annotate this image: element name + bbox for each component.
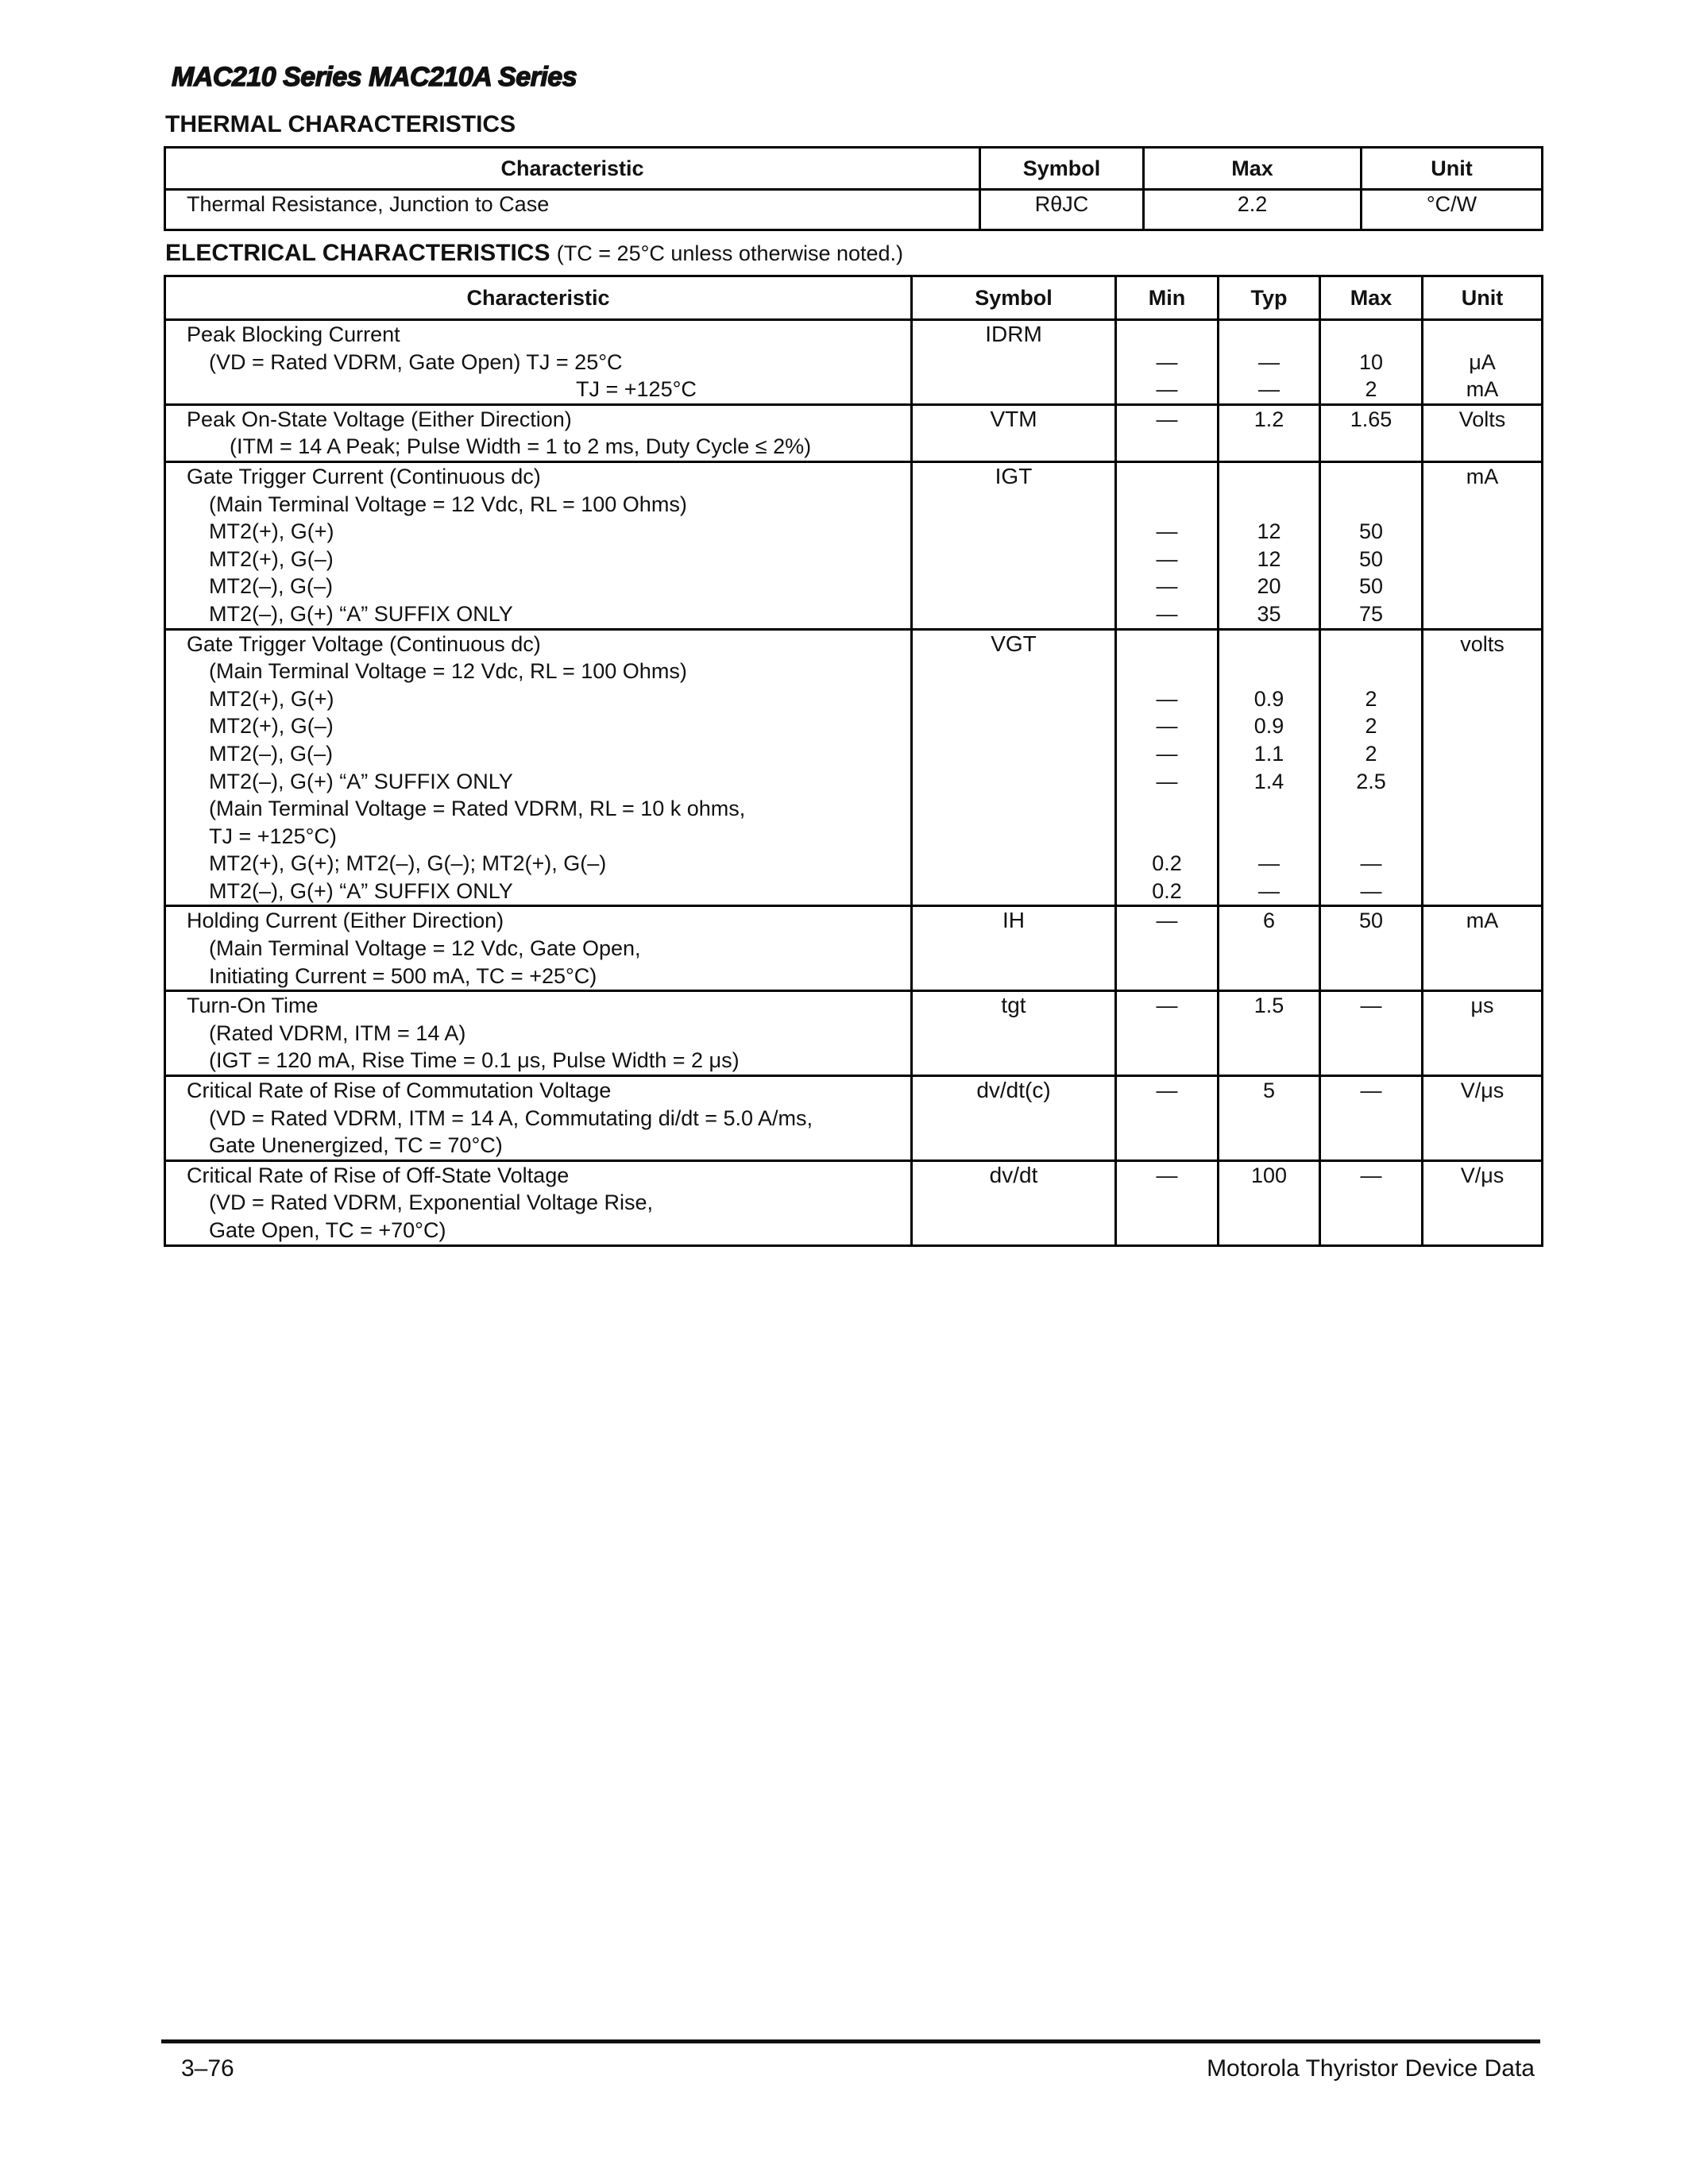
row-min: [1116, 991, 1219, 1076]
cell-line: Gate Trigger Current (Continuous dc): [187, 464, 541, 488]
electrical-rows: [165, 320, 1543, 1246]
thermal-header-row: [165, 148, 1543, 190]
electrical-note: (TC = 25°C unless otherwise noted.): [556, 241, 904, 265]
cell-line: [1321, 631, 1421, 658]
row-typ: [1219, 461, 1320, 629]
cell-line: —: [1258, 878, 1280, 903]
cell-line: mA: [1466, 377, 1499, 402]
row-characteristic: [165, 1160, 912, 1245]
row-characteristic: [165, 629, 912, 906]
row-min: [1116, 320, 1219, 405]
cell-line: (Main Terminal Voltage = 12 Vdc, RL = 100 Ohms): [209, 492, 687, 516]
cell-line: —: [1360, 878, 1382, 903]
cell-line: V/μs: [1460, 1078, 1505, 1103]
thermal-table: [164, 146, 1543, 231]
cell-line: —: [1156, 769, 1178, 793]
cell-line: [1219, 658, 1319, 685]
header-typ: Typ: [1219, 276, 1320, 320]
cell-line: Holding Current (Either Direction): [187, 909, 504, 933]
cell-line: (ITM = 14 A Peak; Pulse Width = 1 to 2 ms, Duty Cycle ≤ 2%): [230, 434, 812, 459]
electrical-table: [164, 275, 1543, 1247]
cell-line: 5: [1262, 1078, 1276, 1103]
cell-line: [1219, 631, 1319, 658]
electrical-section-title: [165, 240, 903, 267]
cell-line: —: [1360, 851, 1382, 876]
table-row: [165, 1160, 1543, 1245]
cell-line: [1117, 795, 1217, 823]
cell-line: [1321, 795, 1421, 823]
row-typ: [1219, 404, 1320, 461]
row-min: [1116, 1076, 1219, 1161]
cell-line: —: [1156, 741, 1178, 766]
cell-line: TJ = +125°C: [576, 377, 697, 402]
cell-line: MT2(+), G(–): [209, 714, 334, 739]
header-max: Max: [1320, 276, 1423, 320]
thermal-section-title: THERMAL CHARACTERISTICS: [165, 111, 516, 137]
table-row: [165, 190, 1543, 230]
cell-line: MT2(–), G(–): [209, 574, 334, 599]
electrical-title: ELECTRICAL CHARACTERISTICS: [165, 240, 550, 266]
cell-line: Gate Unenergized, TC = 70°C): [209, 1133, 503, 1158]
row-typ: [1219, 1076, 1320, 1161]
row-unit: °C/W: [1362, 190, 1543, 230]
cell-line: —: [1258, 851, 1280, 876]
cell-line: [1117, 491, 1217, 519]
cell-line: MT2(–), G(–): [209, 741, 334, 766]
cell-line: 0.2: [1152, 878, 1182, 903]
cell-line: —: [1156, 349, 1178, 374]
cell-line: (Main Terminal Voltage = Rated VDRM, RL = 10 k ohms,: [209, 797, 746, 821]
cell-line: [1321, 491, 1421, 519]
cell-line: [1219, 491, 1319, 519]
cell-line: (VD = Rated VDRM, ITM = 14 A, Commutating di/dt = 5.0 A/ms,: [209, 1106, 813, 1130]
row-min: [1116, 906, 1219, 991]
cell-line: 50: [1358, 909, 1384, 933]
row-unit: [1423, 991, 1543, 1076]
row-max: [1320, 1076, 1423, 1161]
table-row: [165, 404, 1543, 461]
cell-line: —: [1156, 686, 1178, 711]
cell-line: (VD = Rated VDRM, Gate Open) TJ = 25°C: [209, 349, 623, 374]
cell-line: 1.5: [1253, 994, 1284, 1018]
cell-line: (Rated VDRM, ITM = 14 A): [209, 1021, 466, 1045]
row-typ: [1219, 629, 1320, 906]
row-min: [1116, 629, 1219, 906]
cell-line: MT2(–), G(+) “A” SUFFIX ONLY: [209, 769, 513, 793]
table-row: [165, 906, 1543, 991]
cell-line: 2.5: [1356, 769, 1386, 793]
row-unit: [1423, 1076, 1543, 1161]
cell-line: μs: [1470, 994, 1494, 1018]
row-typ: [1219, 991, 1320, 1076]
cell-line: [1321, 823, 1421, 851]
cell-line: [1117, 658, 1217, 685]
cell-line: [1219, 463, 1319, 491]
row-characteristic: [165, 404, 912, 461]
cell-line: MT2(–), G(+) “A” SUFFIX ONLY: [209, 601, 513, 626]
cell-line: 1.2: [1253, 407, 1284, 431]
header-unit: Unit: [1362, 148, 1543, 190]
cell-line: dv/dt(c): [976, 1078, 1051, 1103]
cell-line: Gate Open, TC = +70°C): [209, 1218, 446, 1242]
footer-divider: [161, 2039, 1540, 2043]
cell-line: 20: [1257, 574, 1281, 599]
cell-line: 1.1: [1253, 741, 1284, 766]
cell-line: Peak Blocking Current: [187, 322, 400, 346]
row-characteristic: [165, 1076, 912, 1161]
cell-line: —: [1156, 574, 1178, 599]
cell-line: 1.4: [1253, 769, 1284, 793]
cell-line: MT2(+), G(+); MT2(–), G(–); MT2(+), G(–): [209, 851, 607, 876]
cell-line: —: [1156, 377, 1178, 402]
cell-line: (Main Terminal Voltage = 12 Vdc, RL = 100 Ohms): [209, 659, 687, 684]
cell-line: [1117, 631, 1217, 658]
cell-line: 2: [1365, 741, 1377, 766]
cell-line: [1117, 823, 1217, 851]
cell-line: [1321, 463, 1421, 491]
cell-line: 50: [1358, 546, 1384, 571]
cell-line: 100: [1250, 1163, 1288, 1187]
cell-line: IDRM: [985, 322, 1042, 346]
cell-line: IGT: [995, 463, 1033, 488]
cell-line: volts: [1460, 631, 1505, 656]
cell-line: —: [1360, 1163, 1382, 1187]
header-min: Min: [1116, 276, 1219, 320]
cell-line: [1219, 321, 1319, 349]
cell-line: mA: [1466, 909, 1499, 933]
page-number: 3–76: [181, 2055, 234, 2082]
table-row: [165, 991, 1543, 1076]
header-max: Max: [1144, 148, 1362, 190]
header-unit: Unit: [1423, 276, 1543, 320]
cell-line: 10: [1358, 349, 1384, 374]
row-unit: [1423, 629, 1543, 906]
cell-line: 12: [1257, 519, 1281, 544]
row-min: [1116, 461, 1219, 629]
cell-line: Peak On-State Voltage (Either Direction): [187, 407, 572, 431]
row-typ: [1219, 1160, 1320, 1245]
cell-line: (Main Terminal Voltage = 12 Vdc, Gate Open,: [209, 936, 641, 961]
cell-line: TJ = +125°C): [209, 824, 337, 848]
cell-line: 2: [1365, 377, 1377, 402]
cell-line: 0.9: [1253, 686, 1284, 711]
row-symbol: [912, 461, 1116, 629]
row-min: [1116, 404, 1219, 461]
row-max: [1320, 461, 1423, 629]
row-symbol: [912, 906, 1116, 991]
cell-line: [1219, 823, 1319, 851]
cell-line: 0.9: [1253, 714, 1284, 739]
row-unit: [1423, 404, 1543, 461]
row-symbol: [912, 629, 1116, 906]
cell-line: 2: [1365, 686, 1377, 711]
cell-line: Gate Trigger Voltage (Continuous dc): [187, 631, 541, 656]
header-characteristic: Characteristic: [165, 148, 980, 190]
cell-line: —: [1156, 519, 1178, 544]
row-unit: [1423, 1160, 1543, 1245]
cell-line: —: [1156, 546, 1178, 571]
cell-line: 50: [1358, 574, 1384, 599]
cell-line: [1423, 321, 1541, 349]
cell-line: Critical Rate of Rise of Commutation Voltage: [187, 1078, 612, 1103]
row-min: [1116, 1160, 1219, 1245]
row-unit: [1423, 461, 1543, 629]
row-characteristic: [165, 991, 912, 1076]
cell-line: 0.2: [1152, 851, 1182, 876]
cell-line: Volts: [1458, 407, 1506, 431]
cell-line: —: [1258, 349, 1280, 374]
cell-line: Turn-On Time: [187, 994, 319, 1018]
cell-line: —: [1156, 1163, 1178, 1187]
cell-line: (VD = Rated VDRM, Exponential Voltage Rise,: [209, 1190, 654, 1215]
cell-line: —: [1156, 1078, 1178, 1103]
row-max: 2.2: [1144, 190, 1362, 230]
cell-line: —: [1360, 1078, 1382, 1103]
cell-line: —: [1156, 909, 1178, 933]
row-max: [1320, 629, 1423, 906]
cell-line: [1117, 321, 1217, 349]
cell-line: —: [1156, 714, 1178, 739]
row-max: [1320, 404, 1423, 461]
cell-line: [1321, 321, 1421, 349]
cell-line: 75: [1358, 601, 1384, 626]
cell-line: VTM: [990, 406, 1037, 431]
cell-line: 6: [1262, 909, 1276, 933]
table-row: [165, 320, 1543, 405]
row-max: [1320, 1160, 1423, 1245]
table-row: [165, 629, 1543, 906]
cell-line: mA: [1466, 464, 1499, 488]
row-unit: [1423, 320, 1543, 405]
row-characteristic: [165, 461, 912, 629]
row-characteristic: [165, 320, 912, 405]
cell-line: dv/dt: [989, 1162, 1038, 1187]
cell-line: 50: [1358, 519, 1384, 544]
row-max: [1320, 991, 1423, 1076]
cell-line: —: [1258, 377, 1280, 402]
row-max: [1320, 906, 1423, 991]
cell-line: 35: [1257, 601, 1281, 626]
row-symbol: RθJC: [980, 190, 1144, 230]
cell-line: MT2(+), G(+): [209, 519, 334, 544]
row-symbol: [912, 991, 1116, 1076]
cell-line: [1117, 463, 1217, 491]
cell-line: MT2(+), G(+): [209, 686, 334, 711]
cell-line: —: [1156, 994, 1178, 1018]
row-unit: [1423, 906, 1543, 991]
cell-line: 12: [1257, 546, 1281, 571]
row-max: [1320, 320, 1423, 405]
header-symbol: Symbol: [980, 148, 1144, 190]
header-symbol: Symbol: [912, 276, 1116, 320]
row-characteristic: [165, 906, 912, 991]
cell-line: Initiating Current = 500 mA, TC = +25°C): [209, 963, 597, 988]
row-symbol: [912, 1076, 1116, 1161]
cell-line: 1.65: [1350, 407, 1393, 431]
cell-line: MT2(–), G(+) “A” SUFFIX ONLY: [209, 878, 513, 903]
cell-line: VGT: [991, 631, 1037, 656]
cell-line: 2: [1365, 714, 1377, 739]
row-symbol: [912, 404, 1116, 461]
cell-line: —: [1360, 994, 1382, 1018]
cell-line: MT2(+), G(–): [209, 546, 334, 571]
cell-line: —: [1156, 601, 1178, 626]
electrical-header-row: [165, 276, 1543, 320]
header-characteristic: Characteristic: [165, 276, 912, 320]
cell-line: tgt: [1001, 993, 1026, 1018]
cell-line: V/μs: [1460, 1163, 1505, 1187]
row-typ: [1219, 906, 1320, 991]
row-typ: [1219, 320, 1320, 405]
row-characteristic: Thermal Resistance, Junction to Case: [165, 190, 980, 230]
page-title: MAC210 Series MAC210A Series: [172, 62, 577, 92]
cell-line: [1321, 658, 1421, 685]
publication-name: Motorola Thyristor Device Data: [1207, 2055, 1535, 2082]
cell-line: IH: [1002, 908, 1025, 933]
cell-line: [1219, 795, 1319, 823]
cell-line: (IGT = 120 mA, Rise Time = 0.1 μs, Pulse Width = 2 μs): [209, 1048, 740, 1073]
table-row: [165, 1076, 1543, 1161]
cell-line: —: [1156, 407, 1178, 431]
table-row: [165, 461, 1543, 629]
cell-line: Critical Rate of Rise of Off-State Voltage: [187, 1163, 570, 1187]
cell-line: μA: [1469, 349, 1496, 374]
row-symbol: [912, 320, 1116, 405]
row-symbol: [912, 1160, 1116, 1245]
